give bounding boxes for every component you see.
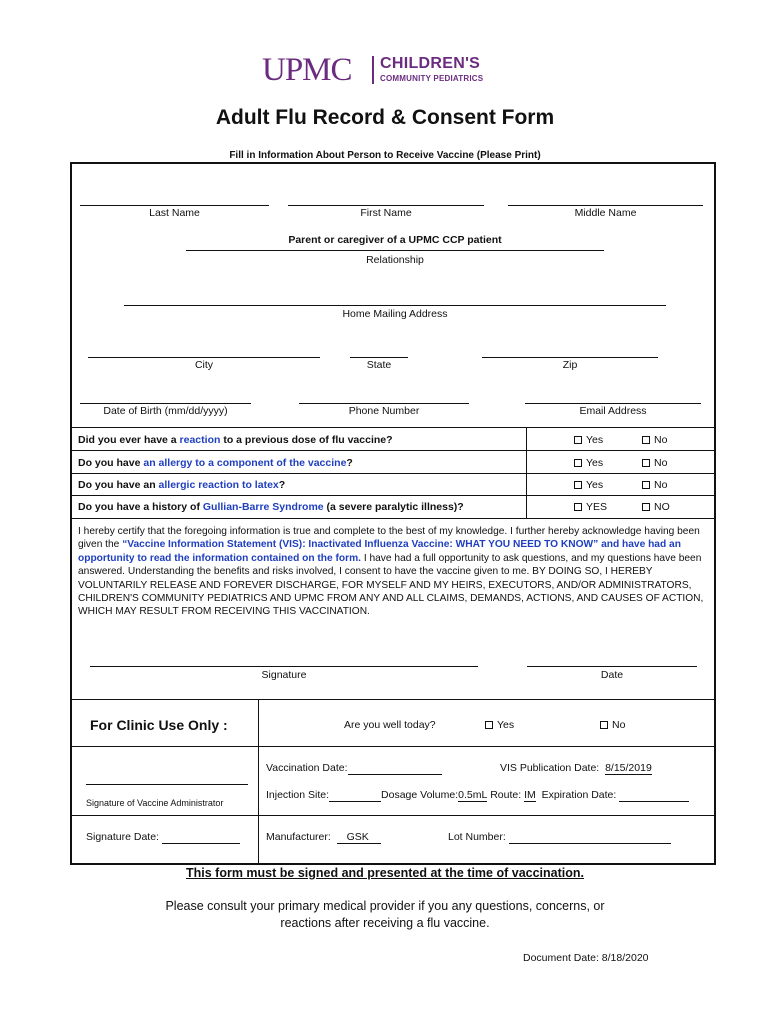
divider <box>72 495 714 496</box>
city-line[interactable] <box>88 357 320 358</box>
question-gbs: Do you have a history of Gullian-Barre Syndrome (a severe paralytic illness)? <box>78 501 464 513</box>
well-today-no[interactable]: No <box>600 719 625 731</box>
gbs-no[interactable]: NO <box>642 501 670 513</box>
column-divider <box>258 699 259 865</box>
admin-signature-line[interactable] <box>86 784 248 785</box>
signature-date-field[interactable]: Signature Date: <box>86 831 240 844</box>
phone-line[interactable] <box>299 403 469 404</box>
date-line[interactable] <box>527 666 697 667</box>
checkbox-icon <box>642 459 650 467</box>
email-label: Email Address <box>579 405 647 417</box>
state-label: State <box>366 359 392 371</box>
vis-publication-date: VIS Publication Date: 8/15/2019 <box>500 762 652 774</box>
latex-no[interactable]: No <box>642 479 667 491</box>
relationship-line[interactable] <box>186 250 604 251</box>
first-name-label: First Name <box>360 207 412 219</box>
injection-details[interactable]: Injection Site: Dosage Volume:0.5mL Route: IM Expiration Date: <box>266 789 689 802</box>
last-name-line[interactable] <box>80 205 269 206</box>
logo-childrens: CHILDREN'S <box>380 55 481 72</box>
address-label: Home Mailing Address <box>342 308 448 320</box>
phone-label: Phone Number <box>348 405 420 417</box>
relationship-label: Relationship <box>366 254 424 266</box>
checkbox-icon <box>574 481 582 489</box>
logo-community: COMMUNITY PEDIATRICS <box>380 74 484 83</box>
signature-label: Signature <box>261 669 307 681</box>
logo <box>262 52 512 88</box>
question-latex: Do you have an allergic reaction to latex? <box>78 479 286 491</box>
parent-note: Parent or caregiver of a UPMC CCP patient <box>288 234 502 246</box>
email-line[interactable] <box>525 403 701 404</box>
dob-label: Date of Birth (mm/dd/yyyy) <box>103 405 228 417</box>
divider <box>72 427 714 428</box>
zip-label: Zip <box>562 359 578 371</box>
checkbox-icon <box>642 481 650 489</box>
consult-line-1: Please consult your primary medical provider if you any questions, concerns, or <box>165 899 605 913</box>
certification-text: I hereby certify that the foregoing information is true and complete to the best of my knowledge. I further hereby acknowledge having been given the “Vaccine Information Statement (VIS): Inactivated Influenza Vaccine: WHAT YOU NEED TO KNOW” and have had an opportunity to read the information contained on the form. I have had a full opportunity to ask questions, and my questions have been answered. Understanding the benefits and risks involved, I consent to have the vaccine given to me. BY DOING SO, I HEREBY VOLUNTARILY RELEASE AND FOREVER DISCHARGE, FOR MYSELF AND MY HEIRS, EXECUTORS, AND/OR ADMINISTRATORS, CHILDREN'S COMMUNITY PEDIATRICS AND UPMC FROM ANY AND ALL CLAIMS, DEMANDS, ACTIONS, AND CAUSES OF ACTION, WHICH MAY RESULT FROM RECEIVING THIS VACCINATION. <box>78 526 704 618</box>
page-title: Adult Flu Record & Consent Form <box>215 106 555 129</box>
reaction-yes[interactable]: Yes <box>574 434 603 446</box>
dob-line[interactable] <box>80 403 251 404</box>
divider <box>72 746 714 747</box>
allergy-yes[interactable]: Yes <box>574 457 603 469</box>
checkbox-icon <box>574 459 582 467</box>
question-reaction: Did you ever have a reaction to a previous dose of flu vaccine? <box>78 434 393 446</box>
signature-line[interactable] <box>90 666 478 667</box>
allergy-no[interactable]: No <box>642 457 667 469</box>
last-name-label: Last Name <box>149 207 200 219</box>
middle-name-line[interactable] <box>508 205 703 206</box>
middle-name-label: Middle Name <box>574 207 637 219</box>
logo-divider <box>372 56 374 84</box>
state-line[interactable] <box>350 357 408 358</box>
checkbox-icon <box>574 503 582 511</box>
vaccination-date-field[interactable]: Vaccination Date: <box>266 762 442 775</box>
divider <box>72 473 714 474</box>
well-today-yes[interactable]: Yes <box>485 719 514 731</box>
divider <box>72 518 714 519</box>
page-subtitle: Fill in Information About Person to Receive Vaccine (Please Print) <box>229 150 541 161</box>
manufacturer-field[interactable]: Manufacturer: GSK <box>266 831 381 844</box>
column-divider <box>526 427 527 518</box>
latex-yes[interactable]: Yes <box>574 479 603 491</box>
main-form-box <box>70 162 716 865</box>
city-label: City <box>194 359 214 371</box>
clinic-heading: For Clinic Use Only : <box>90 717 228 733</box>
divider <box>72 699 714 700</box>
checkbox-icon <box>642 503 650 511</box>
logo-upmc: UPMC <box>262 52 352 88</box>
divider <box>72 815 714 816</box>
first-name-line[interactable] <box>288 205 484 206</box>
address-line[interactable] <box>124 305 666 306</box>
checkbox-icon <box>574 436 582 444</box>
admin-signature-label: Signature of Vaccine Administrator <box>86 798 224 808</box>
zip-line[interactable] <box>482 357 658 358</box>
checkbox-icon <box>642 436 650 444</box>
checkbox-icon <box>600 721 608 729</box>
gbs-yes[interactable]: YES <box>574 501 607 513</box>
document-date: Document Date: 8/18/2020 <box>523 952 649 964</box>
divider <box>72 450 714 451</box>
reaction-no[interactable]: No <box>642 434 667 446</box>
consult-line-2: reactions after receiving a flu vaccine. <box>280 916 490 930</box>
must-sign-notice: This form must be signed and presented at the time of vaccination. <box>186 866 584 880</box>
date-label: Date <box>600 669 624 681</box>
lot-number-field[interactable]: Lot Number: <box>448 831 671 844</box>
well-today-label: Are you well today? <box>344 719 436 731</box>
checkbox-icon <box>485 721 493 729</box>
question-allergy: Do you have an allergy to a component of the vaccine? <box>78 457 353 469</box>
